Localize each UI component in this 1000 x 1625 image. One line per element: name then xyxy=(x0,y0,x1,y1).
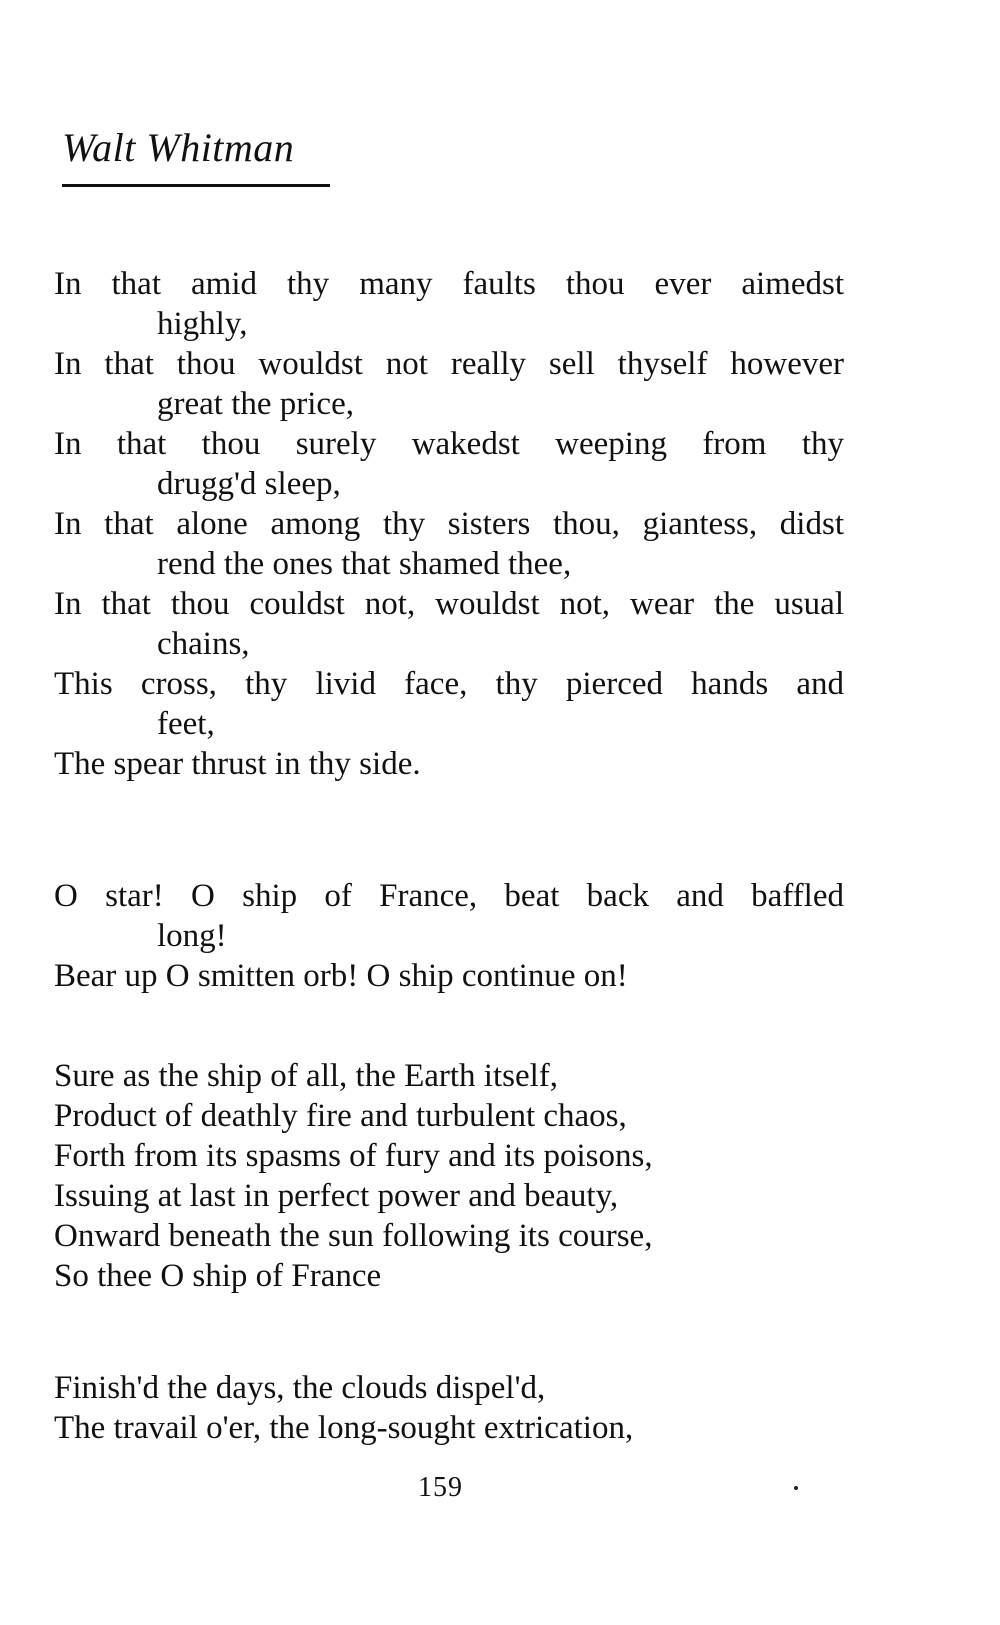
verse-line: The spear thrust in thy side. xyxy=(54,746,421,782)
verse-line-continuation: chains, xyxy=(157,626,250,662)
print-speck xyxy=(794,1486,798,1490)
verse-line: Forth from its spasms of fury and its poisons, xyxy=(54,1138,653,1174)
stanza xyxy=(54,1056,844,1296)
stanza xyxy=(54,264,844,784)
verse-line-continuation: highly, xyxy=(157,306,248,342)
verse-line: In that amid thy many faults thou ever aimedst xyxy=(54,266,844,302)
verse-line: Issuing at last in perfect power and beauty, xyxy=(54,1178,619,1214)
stanza xyxy=(54,1368,844,1448)
running-head-rule xyxy=(62,184,330,187)
page-number: 159 xyxy=(418,1472,463,1503)
verse-line: Sure as the ship of all, the Earth itself, xyxy=(54,1058,559,1094)
verse-line-continuation: long! xyxy=(157,918,227,954)
verse-line-continuation: great the price, xyxy=(157,386,354,422)
verse-line: Onward beneath the sun following its course, xyxy=(54,1218,653,1254)
verse-line: Product of deathly fire and turbulent chaos, xyxy=(54,1098,627,1134)
verse-line-continuation: drugg'd sleep, xyxy=(157,466,341,502)
verse-line-continuation: feet, xyxy=(157,706,215,742)
verse-line: Finish'd the days, the clouds dispel'd, xyxy=(54,1370,546,1406)
verse-line: In that thou wouldst not really sell thyself however xyxy=(54,346,844,382)
verse-line: Bear up O smitten orb! O ship continue on! xyxy=(54,958,628,994)
verse-line: O star! O ship of France, beat back and baffled xyxy=(54,878,844,914)
verse-line: In that alone among thy sisters thou, giantess, didst xyxy=(54,506,844,542)
verse-line: This cross, thy livid face, thy pierced hands and xyxy=(54,666,844,702)
verse-line: The travail o'er, the long-sought extrication, xyxy=(54,1410,634,1446)
verse-line: In that thou surely wakedst weeping from thy xyxy=(54,426,844,462)
stanza xyxy=(54,876,844,996)
verse-line-continuation: rend the ones that shamed thee, xyxy=(157,546,572,582)
running-head: Walt Whitman xyxy=(62,125,295,170)
verse-line: So thee O ship of France xyxy=(54,1258,382,1294)
verse-line: In that thou couldst not, wouldst not, wear the usual xyxy=(54,586,844,622)
